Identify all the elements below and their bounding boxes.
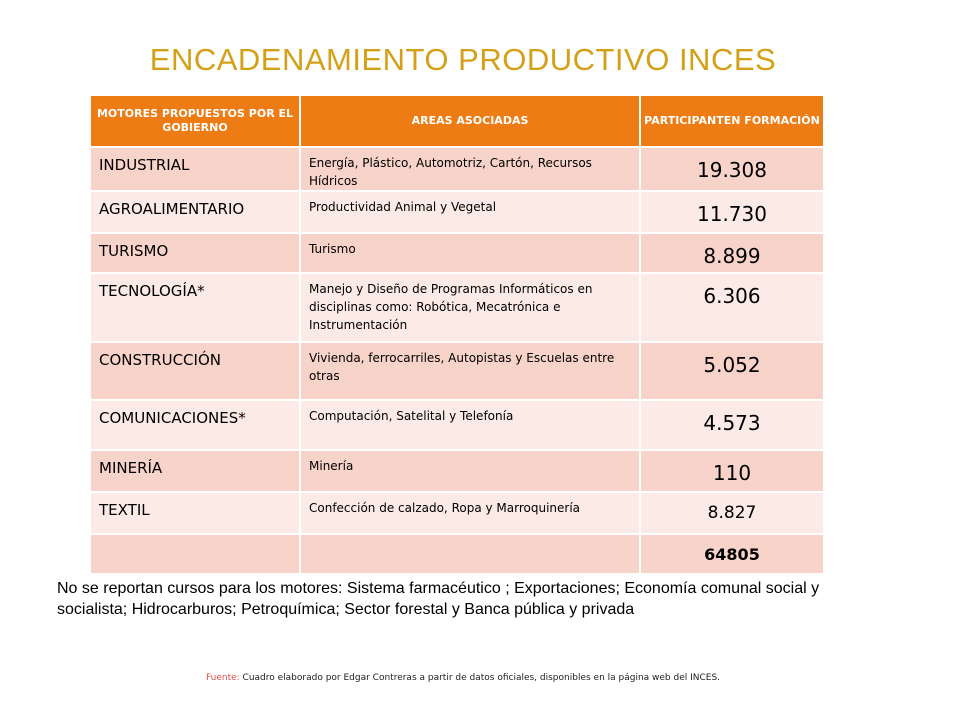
table-row — [90, 147, 824, 191]
source-text: Cuadro elaborado por Edgar Contreras a partir de datos oficiales, disponibles en la página web del INCES. — [242, 673, 721, 683]
area-cell: Manejo y Diseño de Programas Informáticos en disciplinas como: Robótica, Mecatrónica e Instrumentación — [300, 273, 640, 342]
motor-cell: CONSTRUCCIÓN — [90, 342, 300, 400]
table-row — [90, 400, 824, 450]
header-areas: AREAS ASOCIADAS — [300, 95, 640, 147]
motor-cell: TECNOLOGÍA* — [90, 273, 300, 342]
area-cell: Confección de calzado, Ropa y Marroquinería — [300, 492, 640, 534]
area-cell: Vivienda, ferrocarriles, Autopistas y Escuelas entre otras — [300, 342, 640, 400]
table-row — [90, 342, 824, 400]
area-cell: Computación, Satelital y Telefonía — [300, 400, 640, 450]
source-label: Fuente: — [205, 673, 240, 683]
participants-cell: 6.306 — [640, 273, 824, 342]
page-title: ENCADENAMIENTO PRODUCTIVO INCES — [149, 42, 777, 77]
table-row — [90, 492, 824, 534]
empty-cell — [90, 534, 300, 574]
table-row — [90, 273, 824, 342]
empty-cell — [300, 534, 640, 574]
participation-table — [89, 94, 825, 575]
motor-cell: TURISMO — [90, 233, 300, 273]
motor-cell: MINERÍA — [90, 450, 300, 492]
motor-cell: INDUSTRIAL — [90, 147, 300, 191]
area-cell: Turismo — [300, 233, 640, 273]
total-row — [90, 534, 824, 574]
table-row — [90, 191, 824, 233]
participants-cell: 8.827 — [640, 492, 824, 534]
motor-cell: COMUNICACIONES* — [90, 400, 300, 450]
area-cell: Productividad Animal y Vegetal — [300, 191, 640, 233]
participants-cell: 110 — [640, 450, 824, 492]
header-participantes: PARTICIPANTEN FORMACIÓN — [640, 95, 824, 147]
motor-cell: TEXTIL — [90, 492, 300, 534]
total-cell: 64805 — [640, 534, 824, 574]
area-cell: Energía, Plástico, Automotriz, Cartón, Recursos Hídricos — [300, 147, 640, 191]
table-header-row — [90, 95, 824, 147]
area-cell: Minería — [300, 450, 640, 492]
header-motores: MOTORES PROPUESTOS POR EL GOBIERNO — [90, 95, 300, 147]
participants-cell: 11.730 — [640, 191, 824, 233]
participants-cell: 5.052 — [640, 342, 824, 400]
note-text: No se reportan cursos para los motores: Sistema farmacéutico ; Exportaciones; Economía comunal social y socialista; Hidrocarburos; Petroquímica; Sector forestal y Banca pública y privada — [57, 580, 820, 618]
participants-cell: 8.899 — [640, 233, 824, 273]
participants-cell: 19.308 — [640, 147, 824, 191]
motor-cell: AGROALIMENTARIO — [90, 191, 300, 233]
table-row — [90, 450, 824, 492]
participants-cell: 4.573 — [640, 400, 824, 450]
source-footnote — [0, 673, 926, 683]
table-row — [90, 233, 824, 273]
